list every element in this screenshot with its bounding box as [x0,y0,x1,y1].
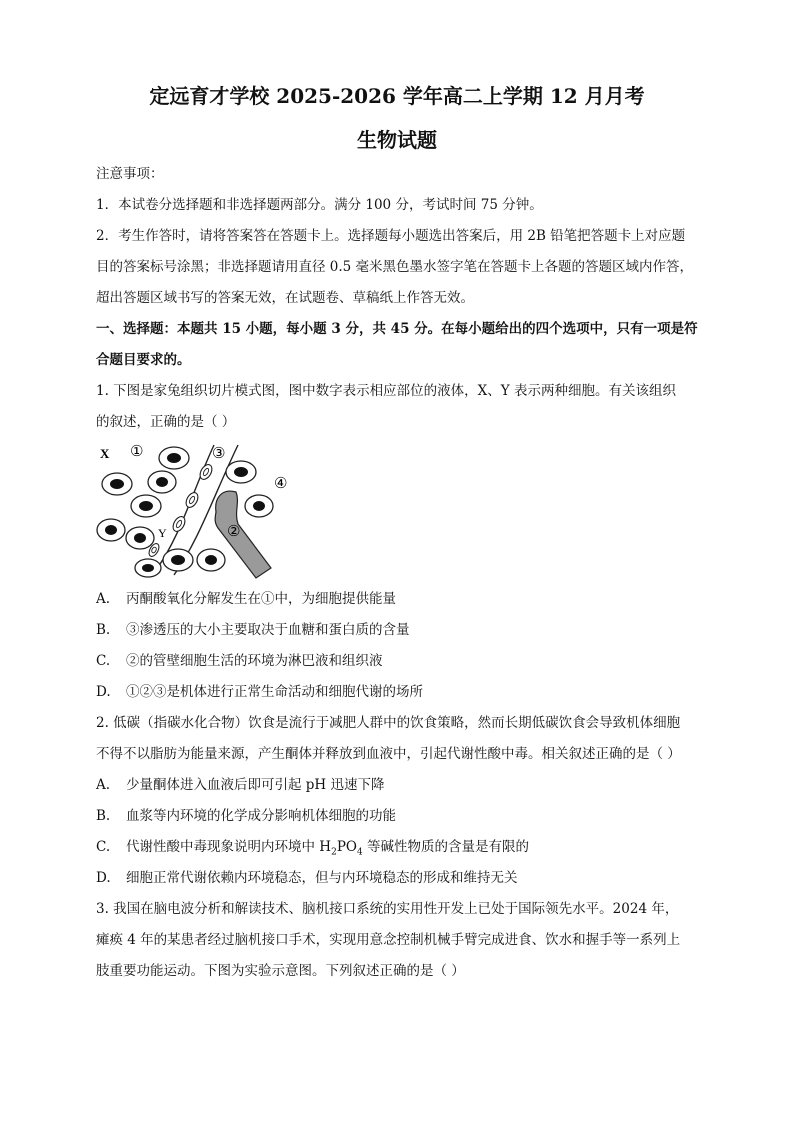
question-2-stem-line-1: 2. 低碳（指碳水化合物）饮食是流行于减肥人群中的饮食策略，然而长期低碳饮食会导致机体细胞 [96,715,681,731]
option-text: 细胞正常代谢依赖内环境稳态，但与内环境稳态的形成和维持无关 [126,870,518,886]
question-3-stem-line-3: 肢重要功能运动。下图为实验示意图。下列叙述正确的是（ ） [96,963,465,979]
figure-label-y: Y [158,526,167,540]
option-text-part-c: 等碱性物质的含量是有限的 [362,839,529,855]
question-2-stem-line-2: 不得不以脂肪为能量来源，产生酮体并释放到血液中，引起代谢性酸中毒。相关叙述正确的是（ ） [96,746,681,762]
notice-heading: 注意事项： [96,166,164,182]
section-1-instructions-line-2: 合题目要求的。 [96,352,191,368]
question-3-stem-line-2: 瘫痪 4 年的某患者经过脑机接口手术，实现用意念控制机械手臂完成进食、饮水和握手等一系列上 [96,932,681,948]
figure-label-2: ② [227,522,241,540]
notice-item-2-line-2: 目的答案标号涂黑；非选择题请用直径 0.5 毫米黑色墨水签字笔在答题卡上各题的答题区域内作答， [96,259,694,275]
question-1-stem-line-1: 1. 下图是家兔组织切片模式图，图中数字表示相应部位的液体，X、Y 表示两种细胞。有关该组织 [96,383,676,399]
option-text: 丙酮酸氧化分解发生在①中，为细胞提供能量 [126,591,396,607]
option-letter: A. [96,591,111,607]
question-1-option-d[interactable] [96,682,706,702]
subscript-2: 2 [331,847,337,858]
exam-title: 定远育才学校 2025-2026 学年高二上学期 12 月月考 [149,84,645,108]
question-1-option-c[interactable] [96,651,706,671]
option-text-part-b: PO [336,839,357,855]
tissue-slice-figure [96,440,306,580]
question-2-option-a[interactable] [96,775,706,795]
option-text: ②的管壁细胞生活的环境为淋巴液和组织液 [126,653,383,669]
figure-label-4: ④ [274,474,288,492]
question-1-stem-line-2: 的叙述，正确的是（ ） [96,414,236,430]
subscript-4: 4 [356,847,363,858]
option-text: 血浆等内环境的化学成分影响机体细胞的功能 [126,808,396,824]
notice-item-1: 1．本试卷分选择题和非选择题两部分。满分 100 分，考试时间 75 分钟。 [96,197,543,213]
option-text: ①②③是机体进行正常生命活动和细胞代谢的场所 [126,684,423,700]
section-1-instructions-line-1: 一、选择题：本题共 15 小题，每小题 3 分，共 45 分。在每小题给出的四个选项中，只有一项是符 [96,321,698,337]
option-text: ③渗透压的大小主要取决于血糖和蛋白质的含量 [126,622,410,638]
option-letter: D. [96,870,111,886]
exam-subtitle: 生物试题 [357,128,437,152]
question-3-stem-line-1: 3. 我国在脑电波分析和解读技术、脑机接口系统的实用性开发上已处于国际领先水平。2024 年， [96,901,679,917]
question-2-option-b[interactable] [96,806,706,826]
option-text-part-a: 代谢性酸中毒现象说明内环境中 H [126,839,332,855]
notice-item-2-line-3: 超出答题区域书写的答案无效，在试题卷、草稿纸上作答无效。 [96,290,474,306]
figure-label-1: ① [130,442,144,460]
question-1-option-b[interactable] [96,620,706,640]
question-2-option-c[interactable] [96,837,706,863]
figure-label-x: X [100,446,110,461]
option-letter: D. [96,684,111,700]
option-text: 少量酮体进入血液后即可引起 pH 迅速下降 [126,777,385,793]
notice-item-2-line-1: 2．考生作答时，请将答案答在答题卡上。选择题每小题选出答案后，用 2B 铅笔把答题卡上对应题 [96,228,686,244]
option-letter: C. [96,653,111,669]
option-letter: B. [96,622,111,638]
option-letter: C. [96,839,111,855]
option-letter: A. [96,777,111,793]
question-2-option-d[interactable] [96,868,706,888]
figure-label-3: ③ [212,444,226,462]
option-letter: B. [96,808,111,824]
question-1-option-a[interactable] [96,589,706,609]
